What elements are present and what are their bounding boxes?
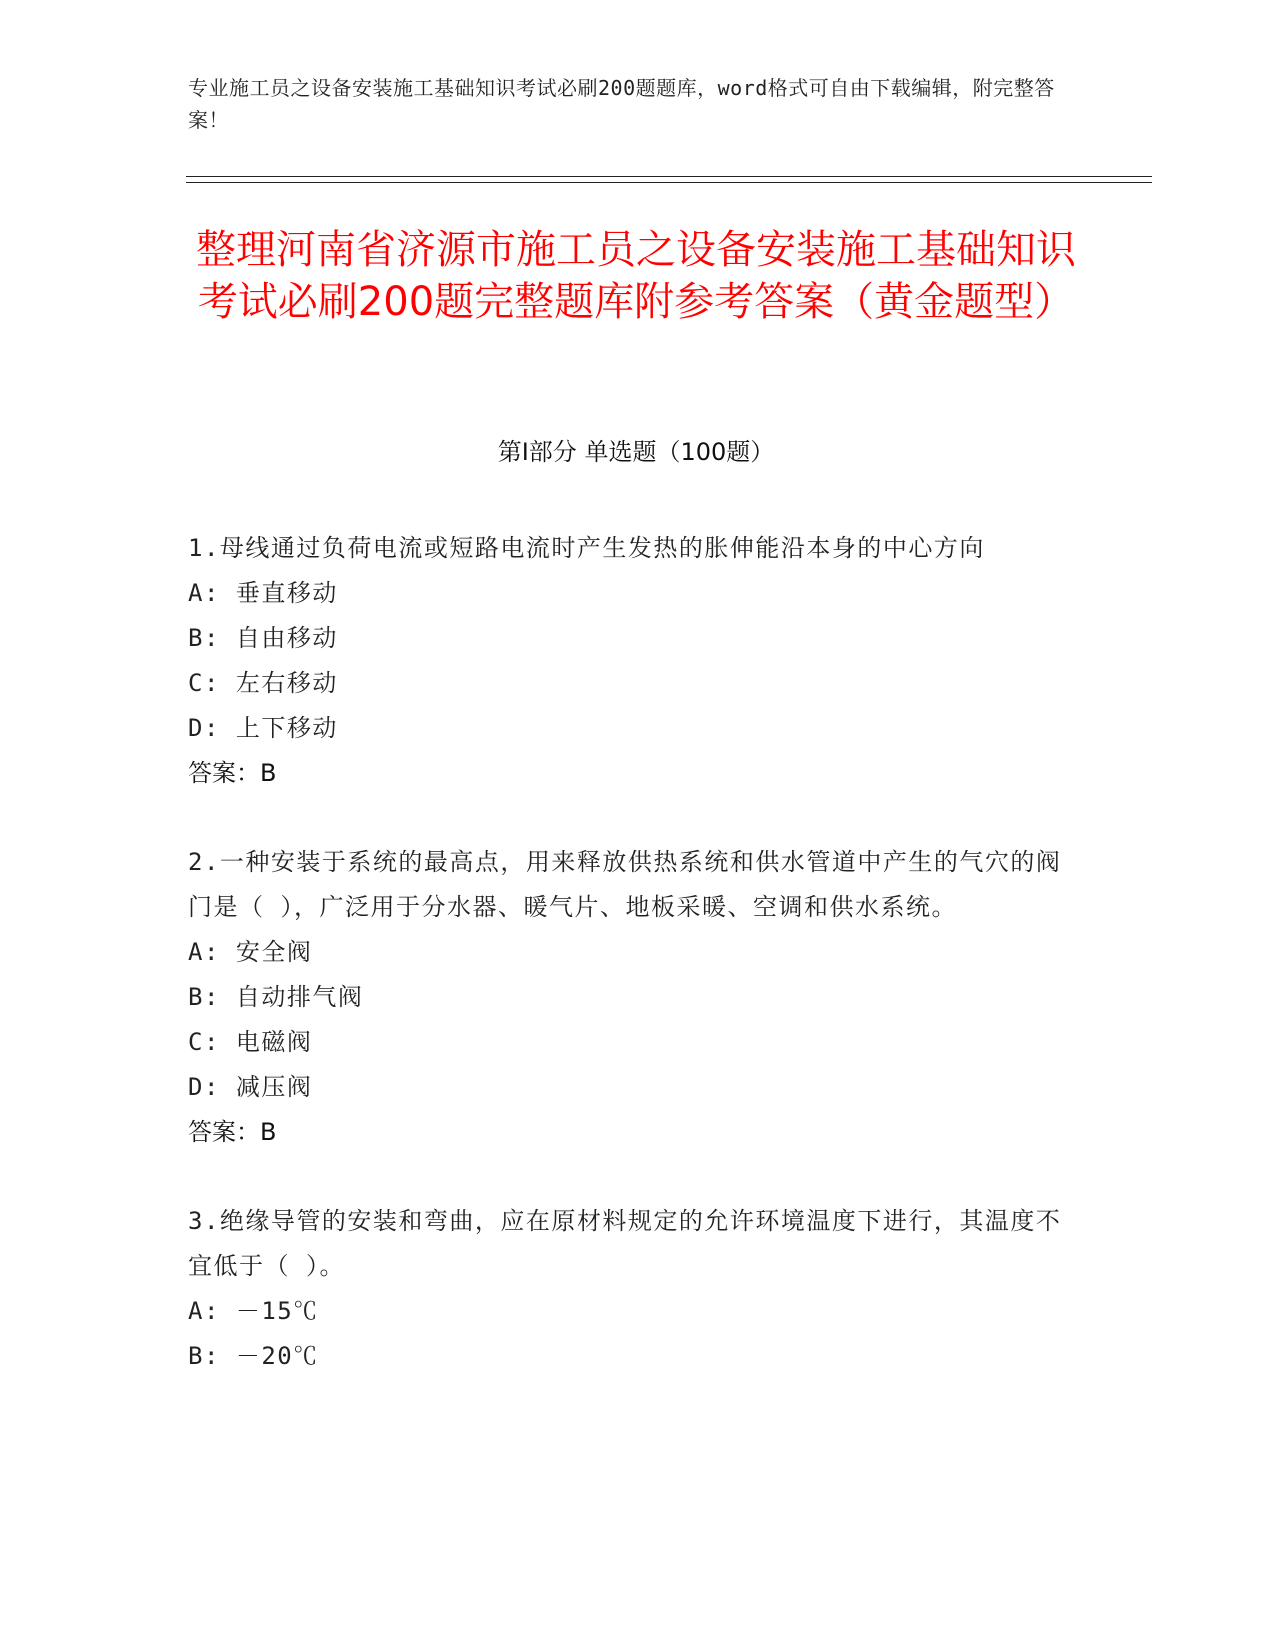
option-b: B: －20℃	[188, 1342, 319, 1370]
question-stem: 2.一种安装于系统的最高点，用来释放供热系统和供水管道中产生的气穴的阀门是（ ），广泛用于分水器、暖气片、地板采暖、空调和供水系统。	[188, 848, 1062, 921]
option-a: A: －15℃	[188, 1297, 319, 1325]
question-list	[188, 526, 1068, 1423]
section-title: 第Ⅰ部分 单选题（100题）	[497, 438, 775, 466]
answer-line: 答案：B	[188, 759, 277, 787]
question-2	[188, 840, 1068, 1155]
question-3	[188, 1199, 1068, 1379]
question-1	[188, 526, 1068, 796]
option-a: A: 垂直移动	[188, 579, 338, 607]
document-title: 整理河南省济源市施工员之设备安装施工基础知识考试必刷200题完整题库附参考答案（黄金题型）	[196, 227, 1076, 325]
question-stem: 3.绝缘导管的安装和弯曲，应在原材料规定的允许环境温度下进行，其温度不宜低于（ ）。	[188, 1207, 1062, 1280]
question-stem: 1.母线通过负荷电流或短路电流时产生发热的胀伸能沿本身的中心方向	[188, 534, 985, 562]
option-d: D: 上下移动	[188, 714, 338, 742]
header-divider-bottom	[186, 182, 1152, 183]
option-d: D: 减压阀	[188, 1073, 313, 1101]
option-b: B: 自动排气阀	[188, 983, 364, 1011]
option-c: C: 左右移动	[188, 669, 338, 697]
header-divider-top	[186, 176, 1152, 177]
option-b: B: 自由移动	[188, 624, 338, 652]
option-c: C: 电磁阀	[188, 1028, 313, 1056]
option-a: A: 安全阀	[188, 938, 313, 966]
header-note: 专业施工员之设备安装施工基础知识考试必刷200题题库，word格式可自由下载编辑，附完整答案！	[188, 76, 1055, 132]
answer-line: 答案：B	[188, 1118, 277, 1146]
